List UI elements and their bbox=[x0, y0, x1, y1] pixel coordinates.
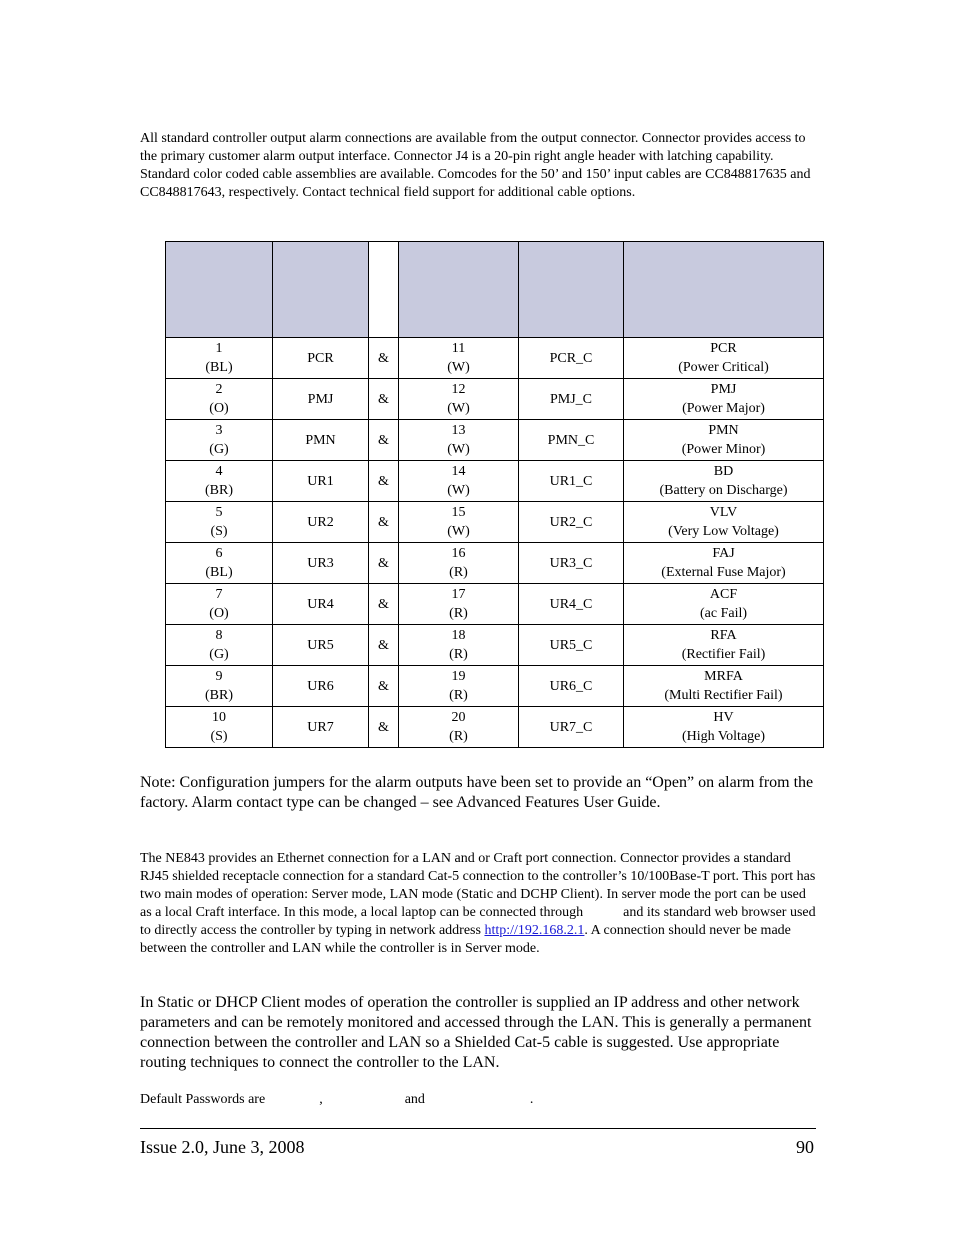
passwords-line bbox=[140, 1091, 820, 1109]
pin-number: 8 bbox=[215, 628, 223, 643]
return-wire-color: (R) bbox=[449, 688, 468, 703]
return-signal-name: UR7_C bbox=[549, 719, 593, 735]
return-wire-color: (R) bbox=[449, 606, 468, 621]
signal-name: UR4 bbox=[307, 596, 334, 612]
alarm-code: VLV bbox=[709, 505, 738, 520]
pin-number-cell bbox=[166, 502, 273, 543]
alarm-code-cell bbox=[624, 625, 824, 666]
signal-name-cell bbox=[273, 502, 369, 543]
pin-number: 3 bbox=[215, 423, 223, 438]
table-row bbox=[166, 707, 824, 748]
passwords-and: and bbox=[404, 1092, 425, 1107]
ampersand-cell bbox=[369, 584, 399, 625]
return-wire-color: (W) bbox=[447, 524, 470, 539]
ampersand-cell bbox=[369, 666, 399, 707]
return-pin-number: 16 bbox=[451, 546, 466, 561]
ampersand: & bbox=[378, 350, 389, 366]
static-mode-paragraph: In Static or DHCP Client modes of operation the controller is supplied an IP address and other network parameters and can be remotely monitored and accessed through the LAN. This is generally a permanent connection between the controller and LAN so a Shielded Cat-5 cable is suggested. Use appropriate routing techniques to connect the controller to the LAN. bbox=[140, 994, 812, 1071]
alarm-description: (Power Critical) bbox=[678, 360, 769, 375]
pin-number-cell bbox=[166, 625, 273, 666]
return-signal-name: UR4_C bbox=[549, 596, 593, 612]
pin-number-cell bbox=[166, 338, 273, 379]
alarm-description: (External Fuse Major) bbox=[661, 565, 786, 580]
header-pin-cell bbox=[166, 242, 273, 338]
passwords-comma: , bbox=[319, 1092, 323, 1107]
return-wire-color: (R) bbox=[449, 565, 468, 580]
wire-color: (S) bbox=[210, 524, 228, 539]
ampersand: & bbox=[378, 473, 389, 489]
pin-number-cell bbox=[166, 543, 273, 584]
ampersand-cell bbox=[369, 707, 399, 748]
return-pin-number-cell bbox=[399, 379, 519, 420]
alarm-description: (Very Low Voltage) bbox=[668, 524, 779, 539]
ampersand-cell bbox=[369, 420, 399, 461]
ampersand: & bbox=[378, 432, 389, 448]
alarm-description: (High Voltage) bbox=[681, 729, 766, 744]
alarm-code-cell bbox=[624, 379, 824, 420]
signal-name-cell bbox=[273, 625, 369, 666]
page-number: 90 bbox=[796, 1137, 814, 1157]
signal-name: PMJ bbox=[307, 391, 334, 407]
alarm-description: (ac Fail) bbox=[699, 606, 748, 621]
return-pin-number: 12 bbox=[451, 382, 466, 397]
return-wire-color: (R) bbox=[449, 647, 468, 662]
header-return-signal-cell bbox=[519, 242, 624, 338]
ampersand: & bbox=[378, 678, 389, 694]
return-pin-number: 18 bbox=[451, 628, 466, 643]
alarm-code-cell bbox=[624, 461, 824, 502]
return-pin-number-cell bbox=[399, 625, 519, 666]
signal-name: PMN bbox=[305, 432, 336, 448]
return-pin-number-cell bbox=[399, 666, 519, 707]
table-row bbox=[166, 420, 824, 461]
wire-color: (BR) bbox=[205, 688, 233, 703]
alarm-code: RFA bbox=[710, 628, 737, 643]
return-pin-number-cell bbox=[399, 707, 519, 748]
ampersand: & bbox=[378, 637, 389, 653]
return-signal-name-cell bbox=[519, 461, 624, 502]
ampersand-cell bbox=[369, 379, 399, 420]
alarm-code-cell bbox=[624, 543, 824, 584]
table-row bbox=[166, 666, 824, 707]
pin-number: 4 bbox=[215, 464, 223, 479]
pin-number: 2 bbox=[215, 382, 223, 397]
return-pin-number: 15 bbox=[451, 505, 466, 520]
pin-number: 10 bbox=[212, 710, 226, 725]
wire-color: (G) bbox=[209, 647, 229, 662]
return-signal-name: UR3_C bbox=[549, 555, 593, 571]
return-pin-number-cell bbox=[399, 420, 519, 461]
signal-name: UR2 bbox=[307, 514, 334, 530]
wire-color: (O) bbox=[209, 606, 229, 621]
signal-name: PCR bbox=[307, 350, 334, 366]
return-signal-name-cell bbox=[519, 379, 624, 420]
alarm-description: (Multi Rectifier Fail) bbox=[664, 688, 783, 703]
return-signal-name: PCR_C bbox=[549, 350, 593, 366]
alarm-code-cell bbox=[624, 420, 824, 461]
return-pin-number: 17 bbox=[451, 587, 466, 602]
return-signal-name: UR2_C bbox=[549, 514, 593, 530]
ampersand-cell bbox=[369, 543, 399, 584]
ampersand: & bbox=[378, 719, 389, 735]
alarm-code: HV bbox=[713, 710, 734, 725]
passwords-lead: Default Passwords are bbox=[140, 1092, 266, 1107]
ampersand-cell bbox=[369, 625, 399, 666]
alarm-code-cell bbox=[624, 666, 824, 707]
return-wire-color: (W) bbox=[447, 483, 470, 498]
table-row bbox=[166, 461, 824, 502]
ampersand: & bbox=[378, 514, 389, 530]
return-wire-color: (W) bbox=[447, 360, 470, 375]
return-wire-color: (W) bbox=[447, 442, 470, 457]
return-signal-name-cell bbox=[519, 502, 624, 543]
return-signal-name: UR1_C bbox=[549, 473, 593, 489]
return-signal-name-cell bbox=[519, 338, 624, 379]
signal-name-cell bbox=[273, 543, 369, 584]
header-alarm-cell bbox=[624, 242, 824, 338]
pin-number-cell bbox=[166, 666, 273, 707]
return-pin-number: 14 bbox=[451, 464, 466, 479]
ampersand-cell bbox=[369, 502, 399, 543]
return-pin-number-cell bbox=[399, 584, 519, 625]
return-pin-number-cell bbox=[399, 502, 519, 543]
return-pin-number: 20 bbox=[451, 710, 466, 725]
table-row bbox=[166, 625, 824, 666]
ampersand: & bbox=[378, 391, 389, 407]
return-signal-name-cell bbox=[519, 543, 624, 584]
pin-number-cell bbox=[166, 420, 273, 461]
alarm-code: ACF bbox=[709, 587, 738, 602]
header-amp-cell bbox=[369, 242, 399, 338]
pin-number: 7 bbox=[215, 587, 223, 602]
table-row bbox=[166, 338, 824, 379]
table-row bbox=[166, 502, 824, 543]
ampersand: & bbox=[378, 555, 389, 571]
wire-color: (BR) bbox=[205, 483, 233, 498]
signal-name: UR6 bbox=[307, 678, 334, 694]
footer-divider bbox=[140, 1128, 816, 1129]
alarm-description: (Power Minor) bbox=[681, 442, 766, 457]
return-signal-name-cell bbox=[519, 666, 624, 707]
alarm-code-cell bbox=[624, 338, 824, 379]
pin-number: 9 bbox=[215, 669, 223, 684]
return-pin-number-cell bbox=[399, 543, 519, 584]
alarm-code: PCR bbox=[710, 341, 737, 356]
alarm-code: MRFA bbox=[704, 669, 743, 684]
signal-name-cell bbox=[273, 338, 369, 379]
header-signal-cell bbox=[273, 242, 369, 338]
wire-color: (G) bbox=[209, 442, 229, 457]
controller-address-link[interactable]: http://192.168.2.1 bbox=[484, 923, 585, 938]
note-paragraph: Note: Configuration jumpers for the alarm outputs have been set to provide an “Open” on alarm from the factory. Alarm contact type can be changed – see Advanced Features User Guide. bbox=[140, 774, 814, 811]
signal-name: UR1 bbox=[307, 473, 334, 489]
return-pin-number: 11 bbox=[451, 341, 466, 356]
alarm-code: PMJ bbox=[710, 382, 737, 397]
pin-number: 5 bbox=[215, 505, 223, 520]
pin-number-cell bbox=[166, 461, 273, 502]
signal-name: UR5 bbox=[307, 637, 334, 653]
wire-color: (BL) bbox=[205, 565, 233, 580]
return-signal-name-cell bbox=[519, 625, 624, 666]
pin-number: 6 bbox=[215, 546, 223, 561]
signal-name-cell bbox=[273, 707, 369, 748]
signal-name-cell bbox=[273, 461, 369, 502]
return-pin-number: 13 bbox=[451, 423, 466, 438]
signal-name-cell bbox=[273, 666, 369, 707]
signal-name-cell bbox=[273, 584, 369, 625]
pin-number-cell bbox=[166, 584, 273, 625]
table-header-row bbox=[166, 242, 824, 338]
ethernet-text-2: and its standard web browser used to directly access the controller by typing in network address bbox=[140, 905, 816, 938]
intro-paragraph: All standard controller output alarm connections are available from the output connector. Connector provides access to the primary customer alarm output interface. Connector J4 is a 20-pin right angle header with latching capability. Standard color coded cable assemblies are available. Comcodes for the 50’ and 150’ input cables are CC848817635 and CC848817643, respectively. Contact technical field support for additional cable options. bbox=[140, 131, 811, 200]
return-signal-name-cell bbox=[519, 420, 624, 461]
pin-number-cell bbox=[166, 707, 273, 748]
signal-name: UR7 bbox=[307, 719, 334, 735]
alarm-code: PMN bbox=[708, 423, 739, 438]
alarm-code: FAJ bbox=[712, 546, 735, 561]
return-pin-number: 19 bbox=[451, 669, 466, 684]
table-row bbox=[166, 543, 824, 584]
alarm-code-cell bbox=[624, 502, 824, 543]
return-wire-color: (R) bbox=[449, 729, 468, 744]
return-signal-name-cell bbox=[519, 707, 624, 748]
ethernet-paragraph bbox=[140, 850, 820, 958]
alarm-code-cell bbox=[624, 584, 824, 625]
alarm-connections-table bbox=[165, 241, 824, 748]
ampersand: & bbox=[378, 596, 389, 612]
alarm-description: (Power Major) bbox=[682, 401, 765, 416]
wire-color: (S) bbox=[210, 729, 228, 744]
signal-name-cell bbox=[273, 379, 369, 420]
signal-name-cell bbox=[273, 420, 369, 461]
pin-number-cell bbox=[166, 379, 273, 420]
ampersand-cell bbox=[369, 338, 399, 379]
return-signal-name: PMJ_C bbox=[549, 391, 593, 407]
footer-issue: Issue 2.0, June 3, 2008 bbox=[140, 1137, 305, 1157]
return-wire-color: (W) bbox=[447, 401, 470, 416]
wire-color: (BL) bbox=[205, 360, 233, 375]
return-signal-name-cell bbox=[519, 584, 624, 625]
return-signal-name: PMN_C bbox=[547, 432, 595, 448]
table-row bbox=[166, 584, 824, 625]
pin-number: 1 bbox=[215, 341, 223, 356]
return-pin-number-cell bbox=[399, 338, 519, 379]
header-return-pin-cell bbox=[399, 242, 519, 338]
ethernet-text-3: . A connection should never be made between the controller and LAN while the controller is in Server mode. bbox=[140, 923, 791, 956]
return-signal-name: UR5_C bbox=[549, 637, 593, 653]
alarm-description: (Battery on Discharge) bbox=[659, 483, 788, 498]
alarm-code-cell bbox=[624, 707, 824, 748]
wire-color: (O) bbox=[209, 401, 229, 416]
signal-name: UR3 bbox=[307, 555, 334, 571]
alarm-description: (Rectifier Fail) bbox=[681, 647, 766, 662]
ampersand-cell bbox=[369, 461, 399, 502]
ethernet-text-1: The NE843 provides an Ethernet connection for a LAN and or Craft port connection. Connector provides a standard RJ45 shielded receptacle connection for a standard Cat-5 connection to the controller’s 10/100Base-T port. This port has two main modes of operation: Server mode, LAN mode (Static and DCHP Client). In server mode the port can be used as a local Craft interface. In this mode, a local laptop can be connected through bbox=[140, 851, 816, 920]
table-row bbox=[166, 379, 824, 420]
alarm-code: BD bbox=[713, 464, 734, 479]
return-pin-number-cell bbox=[399, 461, 519, 502]
return-signal-name: UR6_C bbox=[549, 678, 593, 694]
passwords-period: . bbox=[529, 1092, 534, 1107]
